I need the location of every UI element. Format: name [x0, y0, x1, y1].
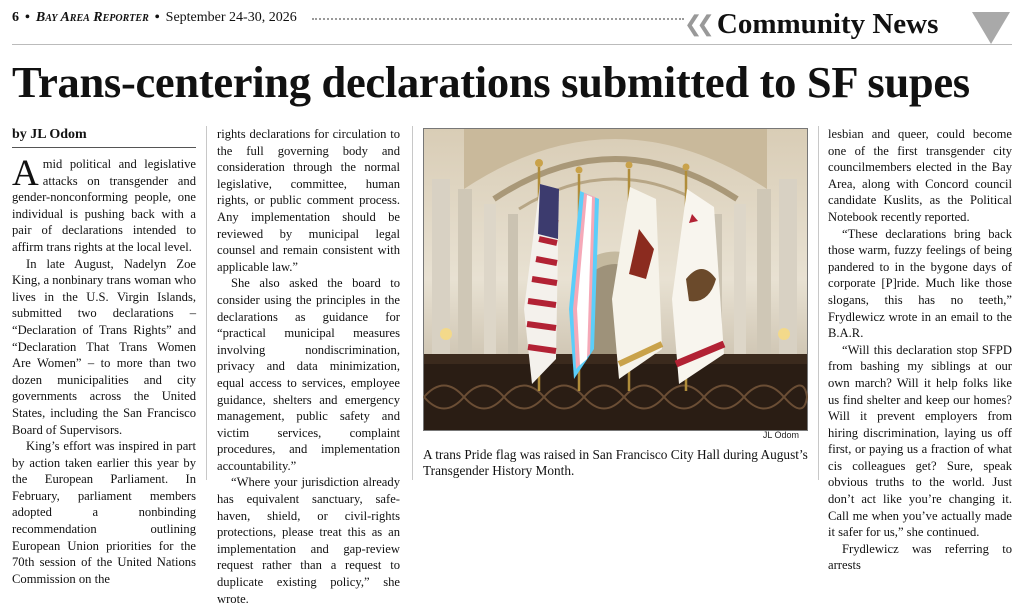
photo-credit: JL Odom [762, 430, 799, 440]
paragraph: Frydlewicz was referring to arrests [828, 541, 1012, 573]
paragraph [12, 153, 196, 256]
masthead-dotted-rule [312, 18, 684, 20]
paragraph: “These declarations bring back those warm, fuzzy feelings of being pandered to in the bygone days of corporate [P]ride. Much like those slogans, this has no teeth,” Frydlewicz wrote in an email to the B.A.R. [828, 226, 1012, 341]
column-rule [206, 126, 207, 480]
paragraph: lesbian and queer, could become one of the first transgender city councilmembers elected in the Bay Area, along with Concord council candidate Kuslits, as the Political Notebook recently reported. [828, 127, 1012, 224]
article-column-1 [12, 126, 196, 586]
issue-date: September 24-30, 2026 [165, 10, 297, 25]
section-title: Community News [716, 7, 939, 40]
double-chevron-icon: ❮❮ [684, 11, 709, 37]
drop-cap: A [12, 153, 39, 194]
paragraph: rights declarations for circulation to the full governing body and consideration through the normal legislative, committee, human rights, or public comment process. Any implementation should be reviewed by municipal legal counsel and remain consistent with applicable law.” [217, 127, 400, 274]
paragraph-text: mid political and legislative attacks on transgender and gender-nonconforming people, one individual is pushing back with a pair of declarations intended to affirm trans rights at the local level. [12, 157, 196, 254]
article-headline: Trans-centering declarations submitted to SF supes [12, 57, 970, 107]
paragraph: “Where your jurisdiction already has equivalent sanctuary, safe-haven, shield, or civil-rights protections, please treat this as an implementation and gap-review request rather than a request to duplicate existing policy,” she wrote. [217, 475, 400, 606]
byline: by JL Odom [12, 126, 196, 148]
masthead-divider [12, 44, 1012, 45]
section-header [684, 4, 938, 44]
page-number: 6 [12, 10, 19, 25]
column-rule [412, 126, 413, 480]
paragraph: She also asked the board to consider using the principles in the declarations as guidance for “practical municipal measures involving nondiscrimination, privacy and data minimization, equal access to services, employee guidance, shelters and emergency management, public safety and victim services, complaint procedures, and implementation accountability.” [217, 276, 400, 473]
article-column-3 [828, 126, 1012, 573]
paragraph: “Will this declaration stop SFPD from bashing my siblings at our own march? Will it help folks like us find shelter and keep our homes? Will it prevent employers from hiring discrimination, laying us off first, or paying us a fraction of what cis colleagues get? Sure, speak obvious truths to the world. Just don’t act like you’re changing it. Call me when you’ve actually made it safer for us,” she continued. [828, 342, 1012, 540]
photo-caption: A trans Pride flag was raised in San Francisco City Hall during August’s Transgender History Month. [423, 447, 808, 478]
paragraph: King’s effort was inspired in part by action taken earlier this year by the European Parliament. In February, parliament members adopted a nonbinding recommendation outlining European Union priorities for the 70th session of the United Nations Commission on the [12, 439, 196, 586]
masthead-folio [12, 8, 297, 28]
article-photo [423, 128, 808, 431]
city-hall-flags-image [424, 129, 807, 430]
article-column-2 [217, 126, 400, 606]
masthead-separator: • [25, 10, 30, 25]
column-rule [818, 126, 819, 480]
triangle-down-icon [972, 12, 1010, 44]
paragraph: In late August, Nadelyn Zoe King, a nonbinary trans woman who lives in the U.S. Virgin Islands, submitted two declarations – “Declaration of Trans Rights” and “Declaration That Trans Women Are Women” – to more than two dozen municipalities and city governments across the United States, including the San Francisco Board of Supervisors. [12, 256, 196, 437]
publication-name: Bay Area Reporter [35, 10, 149, 25]
masthead-separator-2: • [154, 10, 160, 25]
